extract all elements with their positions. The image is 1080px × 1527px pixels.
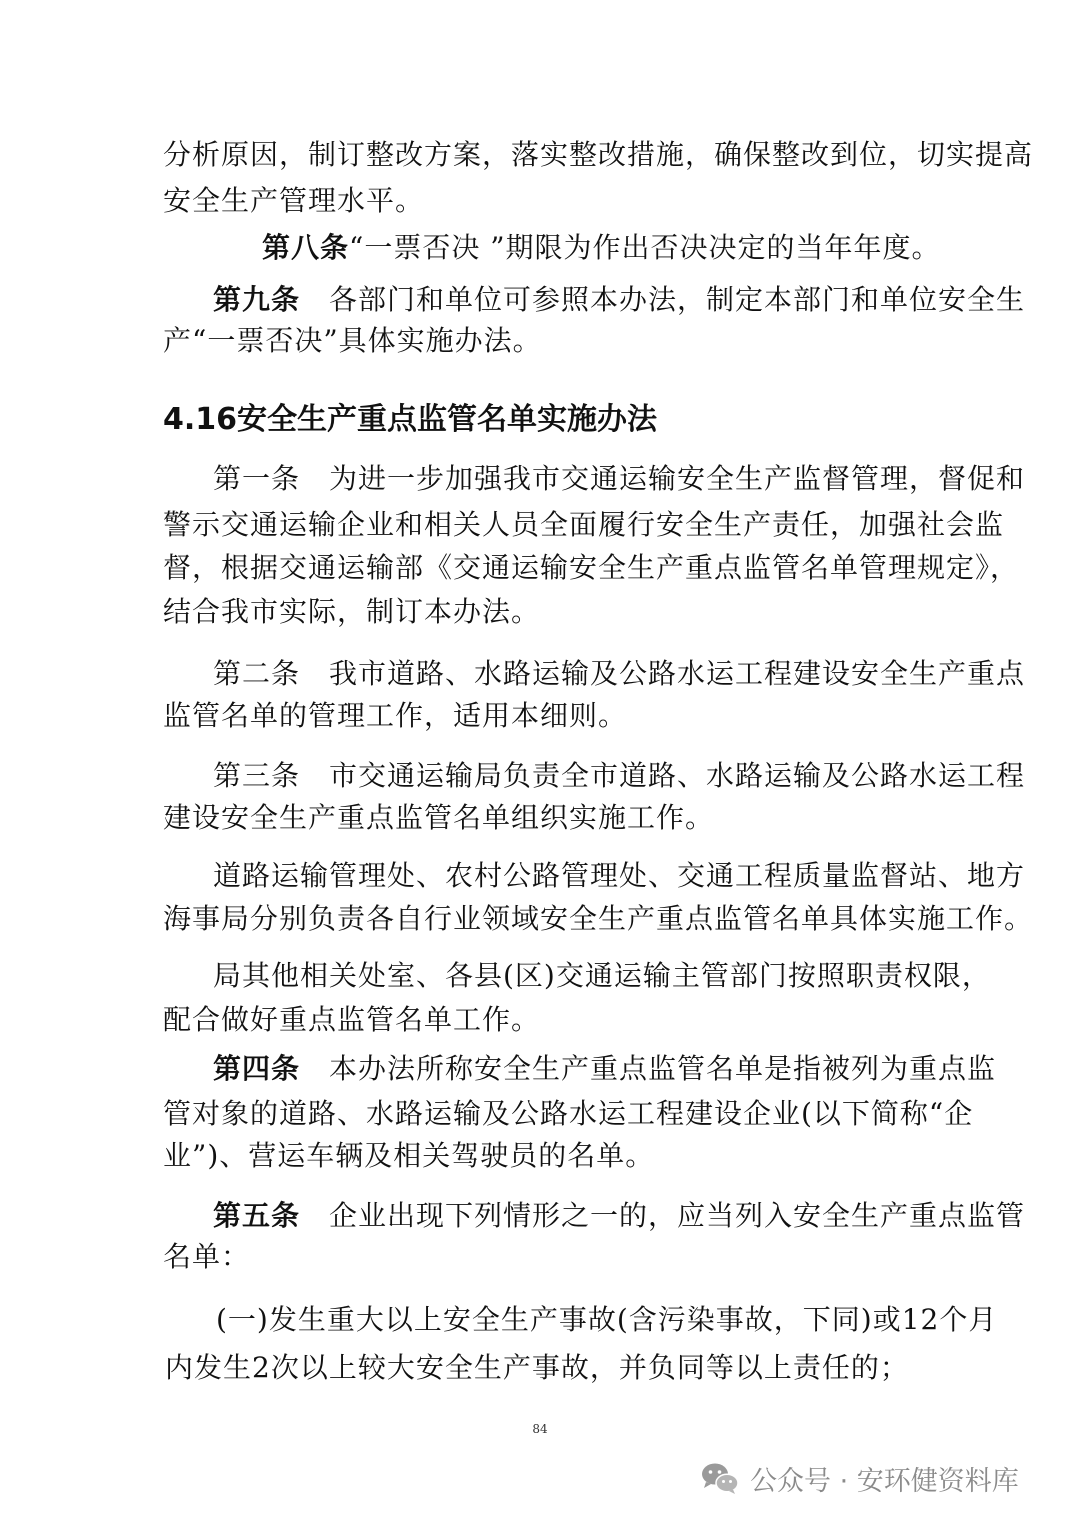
paragraph-line: 建设安全生产重点监管名单组织实施工作。 bbox=[163, 801, 715, 834]
watermark bbox=[700, 1452, 1019, 1504]
paragraph-line: 海事局分别负责各自行业领域安全生产重点监管名单具体实施工作。 bbox=[163, 902, 1034, 935]
paragraph-line: 结合我市实际，制订本办法。 bbox=[163, 595, 541, 628]
section-heading: 4.16安全生产重点监管名单实施办法 bbox=[163, 402, 658, 437]
paragraph-line: 安全生产管理水平。 bbox=[163, 184, 425, 217]
article-text: “一票否决 ”期限为作出否决决定的当年年度。 bbox=[349, 231, 941, 264]
paragraph-line: 名单： bbox=[163, 1240, 251, 1273]
paragraph-line: 局其他相关处室、各县(区)交通运输主管部门按照职责权限， bbox=[213, 959, 991, 992]
paragraph-line: 监管名单的管理工作，适用本细则。 bbox=[163, 699, 628, 732]
article-9 bbox=[213, 282, 1025, 318]
article-text: 本办法所称安全生产重点监管名单是指被列为重点监 bbox=[300, 1052, 997, 1085]
paragraph-line: 督，根据交通运输部《交通运输安全生产重点监管名单管理规定》， bbox=[163, 551, 1020, 584]
paragraph-line: 内发生2次以上较大安全生产事故，并负同等以上责任的； bbox=[165, 1351, 909, 1384]
paragraph-line: 第三条 市交通运输局负责全市道路、水路运输及公路水运工程 bbox=[213, 759, 1026, 792]
paragraph-line: 警示交通运输企业和相关人员全面履行安全生产责任，加强社会监 bbox=[163, 508, 1005, 541]
article-label: 第九条 bbox=[213, 283, 301, 316]
paragraph-line: 管对象的道路、水路运输及公路水运工程建设企业(以下简称“企 bbox=[163, 1097, 974, 1130]
article-4 bbox=[213, 1051, 996, 1087]
paragraph-line: 业”)、营运车辆及相关驾驶员的名单。 bbox=[163, 1139, 655, 1172]
article-label: 第四条 bbox=[213, 1052, 301, 1085]
article-text: 企业出现下列情形之一的，应当列入安全生产重点监管 bbox=[300, 1199, 1026, 1232]
page-number: 84 bbox=[532, 1422, 548, 1436]
article-text: 各部门和单位可参照本办法，制定本部门和单位安全生 bbox=[300, 283, 1026, 316]
paragraph-line: (一)发生重大以上安全生产事故(含污染事故，下同)或12个月 bbox=[216, 1303, 998, 1336]
paragraph-line: 配合做好重点监管名单工作。 bbox=[163, 1003, 541, 1036]
article-8 bbox=[262, 230, 941, 266]
paragraph-line: 道路运输管理处、农村公路管理处、交通工程质量监督站、地方 bbox=[213, 859, 1026, 892]
paragraph-line: 分析原因，制订整改方案，落实整改措施，确保整改到位，切实提高 bbox=[163, 138, 1034, 171]
wechat-icon bbox=[700, 1461, 740, 1495]
paragraph-line: 第二条 我市道路、水路运输及公路水运工程建设安全生产重点 bbox=[213, 657, 1026, 690]
article-5 bbox=[213, 1198, 1025, 1234]
article-label: 第五条 bbox=[213, 1199, 301, 1232]
paragraph-line: 第一条 为进一步加强我市交通运输安全生产监督管理，督促和 bbox=[213, 462, 1026, 495]
watermark-text: 公众号 · 安环健资料库 bbox=[750, 1465, 1019, 1497]
paragraph-line: 产“一票否决”具体实施办法。 bbox=[163, 324, 542, 357]
article-label: 第八条 bbox=[262, 231, 350, 264]
